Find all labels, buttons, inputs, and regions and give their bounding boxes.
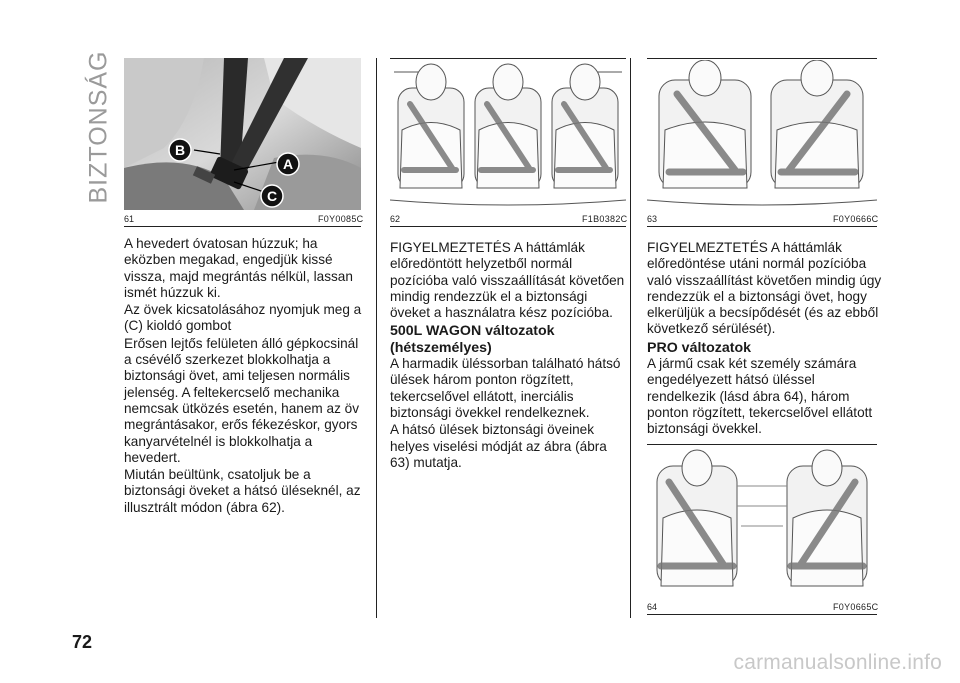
section-heading: PRO változatok	[647, 339, 752, 356]
label-c-marker	[261, 185, 283, 207]
figure-62-top-rule	[390, 58, 626, 59]
paragraph: A hevedert óvatosan húzzuk; ha eközben megakad, engedjük kissé vissza, majd megrántás nélkül, lassan ismét húzzuk ki.	[124, 236, 353, 300]
section-heading: 500L WAGON változatok (hétszemélyes)	[390, 323, 555, 356]
figure-62-code: F1B0382C	[582, 214, 628, 224]
section-title: BIZTONSÁG	[84, 50, 113, 204]
figure-64	[647, 446, 877, 598]
two-passenger-seatbelts-illustration	[647, 60, 877, 210]
three-passenger-seatbelts-illustration	[390, 60, 626, 210]
text-column-3	[647, 240, 883, 439]
label-a: A	[282, 156, 294, 172]
figure-63-number: 63	[647, 214, 658, 224]
figure-61-rule	[124, 226, 361, 227]
column-divider	[376, 58, 377, 618]
figure-62-number: 62	[390, 214, 401, 224]
figure-63-code: F0Y0666C	[833, 214, 879, 224]
figure-61-code: F0Y0085C	[318, 214, 364, 224]
paragraph: Miután beültünk, csatoljuk be a biztonsági öveket a hátsó üléseknél, az illusztrált módon (ábra 62).	[124, 467, 361, 515]
figure-64-rule	[647, 614, 877, 615]
column-divider	[630, 58, 631, 618]
figure-61	[124, 58, 361, 210]
label-a-marker	[277, 153, 299, 175]
section-tab	[80, 52, 118, 202]
figure-64-code: F0Y0665C	[833, 602, 879, 612]
warning-paragraph: FIGYELMEZTETÉS A háttámlák előredöntött helyzetből normál pozícióba való visszaállítását követően mindig rendezzük el a biztonsági öveket a használatra kész pozícióba.	[390, 240, 625, 321]
label-b-marker	[169, 139, 191, 161]
text-column-2	[390, 240, 628, 472]
text-column-1	[124, 236, 366, 517]
figure-62-rule	[390, 226, 626, 227]
paragraph: A harmadik üléssorban található hátsó ülések három ponton rögzített, tekercselővel ellátott, inerciális biztonsági övekkel rendelkeznek.	[390, 356, 621, 420]
paragraph: Erősen lejtős felületen álló gépkocsinál a csévélő szerkezet blokkolhatja a biztonsági övet, ami teljesen normális jelenség. A feltekercselő mechanika nemcsak ütközés esetén, hanem az öv megrántásakor, erős fékezéskor, gyors kanyarvételnél is blokkolhatja a hevedert.	[124, 335, 359, 465]
watermark: carmanualsonline.info	[733, 651, 942, 674]
figure-64-top-rule	[647, 444, 877, 445]
paragraph: Az övek kicsatolásához nyomjuk meg a (C) kioldó gombot	[124, 302, 362, 334]
figure-64-number: 64	[647, 602, 658, 612]
warning-paragraph: FIGYELMEZTETÉS A háttámlák előredöntése utáni normál pozícióba való visszaállítást követően mindig úgy rendezzük el a biztonsági övet, hogy elkerüljük a becsípődését (és az ebből következő sérülését).	[647, 240, 882, 337]
label-c: C	[266, 188, 278, 204]
figure-63-top-rule	[647, 58, 877, 59]
pro-two-seat-belts-illustration	[647, 446, 877, 598]
page-number: 72	[72, 632, 93, 652]
figure-62	[390, 60, 626, 210]
paragraph: A jármű csak két személy számára engedélyezett hátsó üléssel rendelkezik (lásd ábra 64), három ponton rögzített, tekercselővel ellátott biztonsági övekkel.	[647, 356, 873, 437]
figure-63	[647, 60, 877, 210]
figure-61-number: 61	[124, 214, 135, 224]
label-b: B	[174, 142, 186, 158]
paragraph: A hátsó ülések biztonsági öveinek helyes viselési módját az ábra (ábra 63) mutatja.	[390, 422, 607, 470]
figure-63-rule	[647, 226, 877, 227]
seatbelt-buckle-photo	[124, 58, 361, 210]
